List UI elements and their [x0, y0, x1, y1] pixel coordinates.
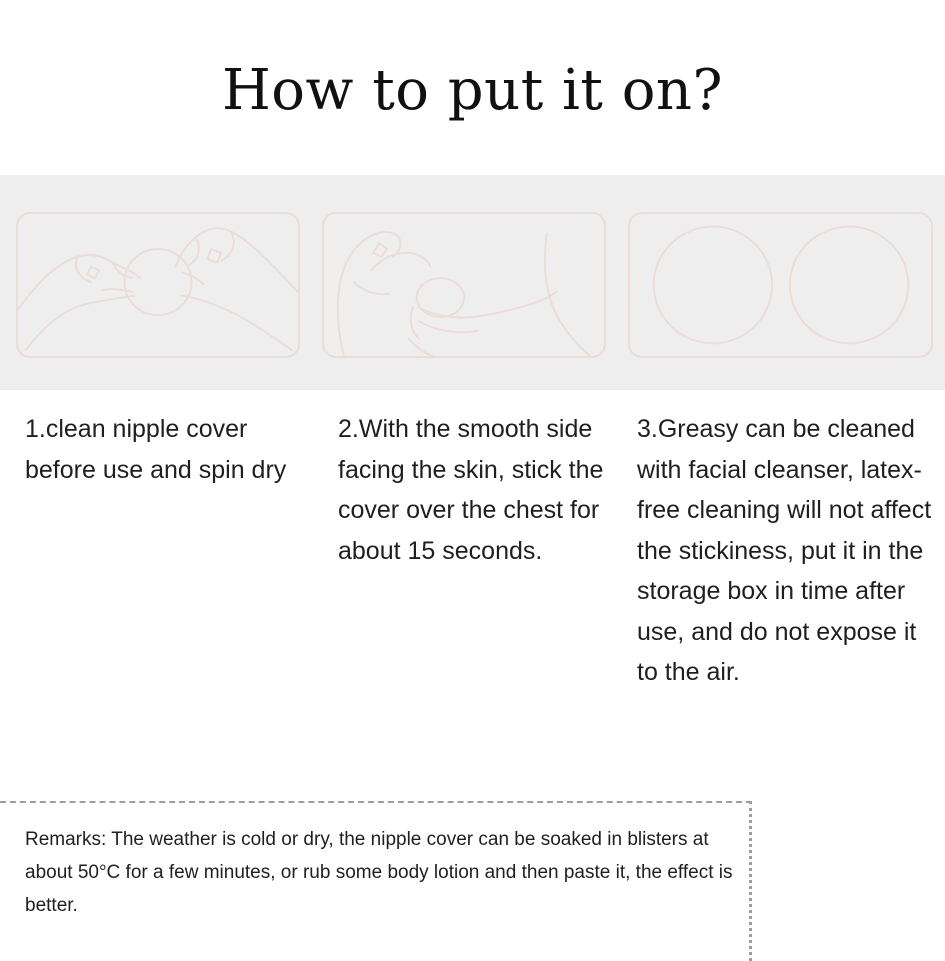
- step-2-text: 2.With the smooth side facing the skin, stick the cover over the chest for about 15 seconds.: [338, 415, 604, 565]
- illustration-band: [0, 175, 945, 390]
- illustration-panel-3: [628, 212, 933, 358]
- illustration-panel-1: [16, 212, 300, 358]
- step-1-text: 1.clean nipple cover before use and spin dry: [25, 415, 287, 484]
- hands-spreading-cover-icon: [18, 214, 298, 356]
- two-round-covers-icon: [630, 214, 931, 356]
- applying-cover-to-chest-icon: [324, 214, 604, 356]
- step-3-text: 3.Greasy can be cleaned with facial cleanser, latex-free cleaning will not affect the stickiness, put it in the storage box in time after use, and do not expose it to the air.: [637, 415, 932, 686]
- illustration-panel-2: [322, 212, 606, 358]
- remarks-text: Remarks: The weather is cold or dry, the nipple cover can be soaked in blisters at about 50°C for a few minutes, or rub some body lotion and then paste it, the effect is better.: [25, 829, 733, 916]
- page-title: How to put it on?: [221, 58, 724, 123]
